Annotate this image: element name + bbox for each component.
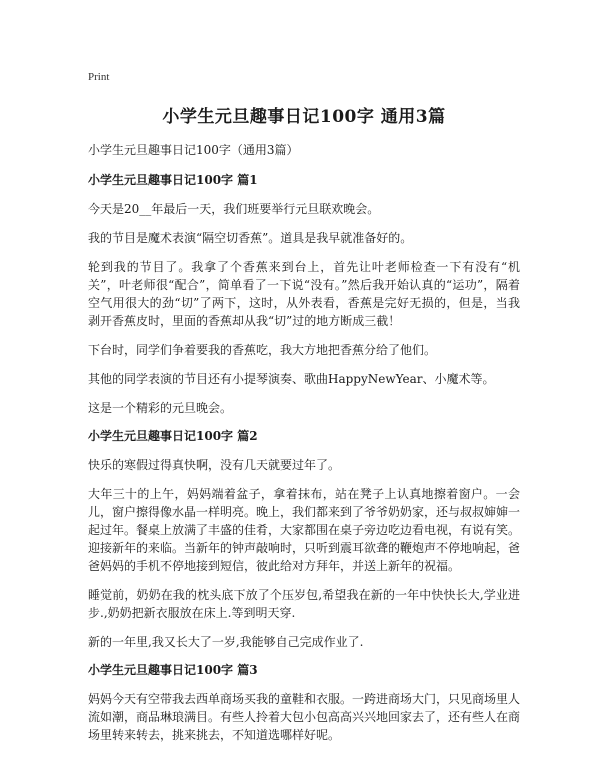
paragraph: 下台时，同学们争着要我的香蕉吃，我大方地把香蕉分给了他们。	[88, 343, 437, 357]
document-subtitle: 小学生元旦趣事日记100字（通用3篇）	[88, 143, 299, 157]
paragraph: 今天是20__年最后一天，我们班要举行元旦联欢晚会。	[88, 202, 380, 216]
paragraph: 新的一年里,我又长大了一岁,我能够自己完成作业了.	[88, 635, 364, 649]
paragraph: 轮到我的节目了。我拿了个香蕉来到台上，首先让叶老师检查一下有没有“机关”，叶老师很“配合”，简单看了一下说“没有。”然后我开始认真的“运功”，隔着空气用很大的劲“切”了两下，这时，从外表看，香蕉是完好无损的，但是，当我剥开香蕉皮时，里面的香蕉却从我“切”过的地方断成三截！	[88, 260, 520, 328]
section-heading: 小学生元旦趣事日记100字 篇2	[88, 429, 258, 443]
section-1	[88, 172, 520, 417]
section-heading: 小学生元旦趣事日记100字 篇3	[88, 663, 258, 677]
section-2	[88, 428, 520, 651]
paragraph: 睡觉前，奶奶在我的枕头底下放了个压岁包,希望我在新的一年中快快长大,学业进步.,奶奶把新衣服放在床上.等到明天穿.	[88, 588, 520, 620]
document-title: 小学生元旦趣事日记100字 通用3篇	[162, 107, 446, 127]
paragraph: 这是一个精彩的元旦晚会。	[88, 401, 233, 415]
print-label: Print	[88, 71, 110, 83]
paragraph: 其他的同学表演的节目还有小提琴演奏、歌曲HappyNewYear、小魔术等。	[88, 372, 495, 386]
paragraph: 快乐的寒假过得真快啊，没有几天就要过年了。	[88, 458, 341, 472]
section-heading: 小学生元旦趣事日记100字 篇1	[88, 173, 258, 187]
document-page	[88, 70, 520, 755]
paragraph: 大年三十的上午，妈妈端着盆子，拿着抹布，站在凳子上认真地擦着窗户。一会儿，窗户擦得像水晶一样明亮。晚上，我们都来到了爷爷奶奶家，还与叔叔婶婶一起过年。餐桌上放满了丰盛的佳肴，大家都围在桌子旁边吃边看电视，有说有笑。迎接新年的来临。当新年的钟声敲响时，只听到震耳欲聋的鞭炮声不停地响起，爸爸妈妈的手机不停地接到短信，彼此给对方拜年，并送上新年的祝福。	[88, 487, 521, 573]
paragraph: 我的节目是魔术表演“隔空切香蕉”。道具是我早就准备好的。	[88, 231, 413, 245]
section-3	[88, 662, 520, 744]
paragraph: 妈妈今天有空带我去西单商场买我的童鞋和衣服。一跨进商场大门，只见商场里人流如潮，商品琳琅满目。有些人拎着大包小包高高兴兴地回家去了，还有些人在商场里转来转去，挑来挑去，不知道选哪样好呢。	[88, 692, 521, 742]
